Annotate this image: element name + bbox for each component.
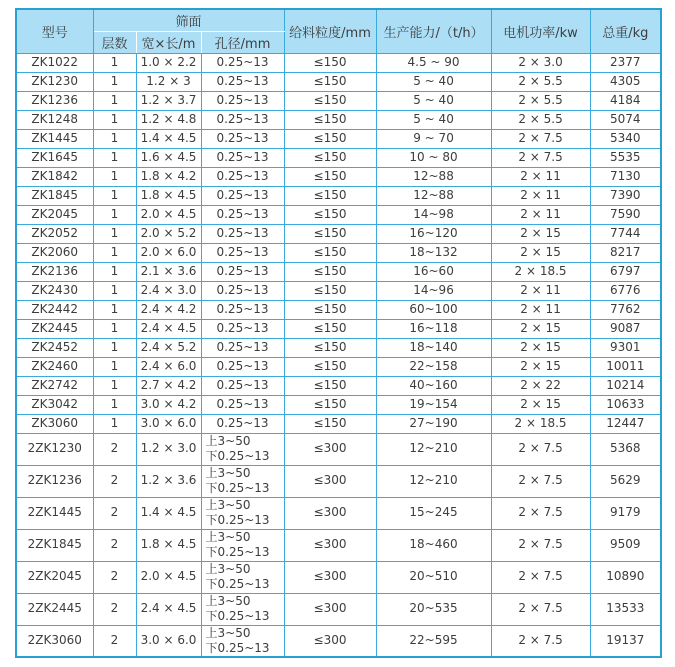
cell-layers: 2: [93, 497, 136, 529]
cell-weight: 12447: [590, 414, 661, 433]
cell-size: 1.8 × 4.2: [136, 167, 201, 186]
cell-size: 2.4 × 4.2: [136, 300, 201, 319]
cell-size: 2.4 × 5.2: [136, 338, 201, 357]
cell-model: ZK2045: [16, 205, 93, 224]
cell-power: 2 × 7.5: [491, 529, 590, 561]
cell-capacity: 20~535: [376, 593, 491, 625]
cell-aperture: 上3~50 下0.25~13: [201, 433, 284, 465]
cell-aperture: 上3~50 下0.25~13: [201, 625, 284, 657]
cell-aperture: 0.25~13: [201, 262, 284, 281]
cell-aperture: 0.25~13: [201, 53, 284, 72]
cell-layers: 2: [93, 465, 136, 497]
col-header-capacity: 生产能力/（t/h）: [376, 9, 491, 53]
cell-weight: 8217: [590, 243, 661, 262]
table-row: [16, 625, 661, 657]
cell-aperture: 0.25~13: [201, 414, 284, 433]
cell-feed: ≤150: [284, 243, 376, 262]
header-row-top: [16, 9, 661, 31]
cell-capacity: 19~154: [376, 395, 491, 414]
cell-weight: 6797: [590, 262, 661, 281]
cell-feed: ≤150: [284, 338, 376, 357]
cell-model: 2ZK1845: [16, 529, 93, 561]
table-row: [16, 281, 661, 300]
cell-model: ZK2442: [16, 300, 93, 319]
cell-power: 2 × 7.5: [491, 561, 590, 593]
cell-weight: 7390: [590, 186, 661, 205]
cell-power: 2 × 5.5: [491, 91, 590, 110]
cell-model: ZK1445: [16, 129, 93, 148]
cell-size: 2.0 × 6.0: [136, 243, 201, 262]
cell-aperture: 上3~50 下0.25~13: [201, 497, 284, 529]
table-row: [16, 224, 661, 243]
cell-aperture: 0.25~13: [201, 281, 284, 300]
cell-layers: 1: [93, 72, 136, 91]
table-row: [16, 300, 661, 319]
cell-layers: 2: [93, 561, 136, 593]
cell-power: 2 × 15: [491, 319, 590, 338]
cell-weight: 9509: [590, 529, 661, 561]
cell-capacity: 12~88: [376, 186, 491, 205]
cell-capacity: 27~190: [376, 414, 491, 433]
cell-capacity: 20~510: [376, 561, 491, 593]
col-header-aperture: 孔径/mm: [201, 31, 284, 53]
cell-feed: ≤150: [284, 376, 376, 395]
cell-weight: 10011: [590, 357, 661, 376]
cell-weight: 9179: [590, 497, 661, 529]
cell-power: 2 × 11: [491, 281, 590, 300]
cell-capacity: 5 ~ 40: [376, 91, 491, 110]
table-row: [16, 465, 661, 497]
cell-capacity: 10 ~ 80: [376, 148, 491, 167]
cell-weight: 5340: [590, 129, 661, 148]
cell-size: 2.1 × 3.6: [136, 262, 201, 281]
cell-capacity: 22~158: [376, 357, 491, 376]
cell-model: ZK1230: [16, 72, 93, 91]
table-row: [16, 262, 661, 281]
cell-power: 2 × 15: [491, 243, 590, 262]
cell-size: 1.2 × 3: [136, 72, 201, 91]
cell-power: 2 × 7.5: [491, 433, 590, 465]
cell-power: 2 × 15: [491, 357, 590, 376]
cell-aperture: 0.25~13: [201, 110, 284, 129]
cell-model: ZK1645: [16, 148, 93, 167]
cell-model: 2ZK1230: [16, 433, 93, 465]
cell-layers: 1: [93, 414, 136, 433]
cell-capacity: 14~96: [376, 281, 491, 300]
cell-weight: 7130: [590, 167, 661, 186]
cell-feed: ≤150: [284, 91, 376, 110]
cell-feed: ≤150: [284, 110, 376, 129]
table-row: [16, 167, 661, 186]
cell-aperture: 上3~50 下0.25~13: [201, 593, 284, 625]
cell-weight: 10890: [590, 561, 661, 593]
cell-capacity: 12~210: [376, 465, 491, 497]
cell-size: 2.0 × 4.5: [136, 561, 201, 593]
cell-aperture: 0.25~13: [201, 376, 284, 395]
cell-feed: ≤300: [284, 465, 376, 497]
cell-feed: ≤150: [284, 395, 376, 414]
cell-size: 1.0 × 2.2: [136, 53, 201, 72]
table-row: [16, 529, 661, 561]
cell-capacity: 18~132: [376, 243, 491, 262]
cell-feed: ≤150: [284, 167, 376, 186]
cell-capacity: 22~595: [376, 625, 491, 657]
cell-power: 2 × 7.5: [491, 129, 590, 148]
cell-size: 2.7 × 4.2: [136, 376, 201, 395]
cell-power: 2 × 7.5: [491, 497, 590, 529]
table-row: [16, 414, 661, 433]
spec-table-body: [16, 53, 661, 657]
cell-weight: 7744: [590, 224, 661, 243]
cell-model: 2ZK1236: [16, 465, 93, 497]
cell-feed: ≤150: [284, 129, 376, 148]
cell-power: 2 × 7.5: [491, 465, 590, 497]
cell-power: 2 × 3.0: [491, 53, 590, 72]
cell-feed: ≤150: [284, 205, 376, 224]
cell-weight: 9301: [590, 338, 661, 357]
cell-aperture: 0.25~13: [201, 72, 284, 91]
cell-power: 2 × 15: [491, 395, 590, 414]
cell-size: 1.2 × 3.6: [136, 465, 201, 497]
cell-weight: 6776: [590, 281, 661, 300]
cell-weight: 4184: [590, 91, 661, 110]
cell-feed: ≤150: [284, 414, 376, 433]
cell-aperture: 0.25~13: [201, 338, 284, 357]
cell-feed: ≤150: [284, 224, 376, 243]
cell-feed: ≤150: [284, 281, 376, 300]
cell-capacity: 16~60: [376, 262, 491, 281]
cell-size: 1.6 × 4.5: [136, 148, 201, 167]
cell-aperture: 上3~50 下0.25~13: [201, 465, 284, 497]
cell-layers: 2: [93, 593, 136, 625]
table-row: [16, 561, 661, 593]
table-row: [16, 72, 661, 91]
cell-aperture: 0.25~13: [201, 300, 284, 319]
cell-aperture: 上3~50 下0.25~13: [201, 561, 284, 593]
cell-layers: 1: [93, 300, 136, 319]
table-row: [16, 376, 661, 395]
cell-model: 2ZK3060: [16, 625, 93, 657]
cell-aperture: 0.25~13: [201, 395, 284, 414]
cell-weight: 7590: [590, 205, 661, 224]
cell-power: 2 × 7.5: [491, 625, 590, 657]
cell-size: 1.8 × 4.5: [136, 529, 201, 561]
cell-model: ZK2452: [16, 338, 93, 357]
cell-model: ZK3042: [16, 395, 93, 414]
table-row: [16, 53, 661, 72]
spec-table-header: [16, 9, 661, 53]
cell-layers: 1: [93, 129, 136, 148]
cell-layers: 1: [93, 376, 136, 395]
cell-weight: 4305: [590, 72, 661, 91]
cell-power: 2 × 11: [491, 205, 590, 224]
cell-size: 2.4 × 4.5: [136, 319, 201, 338]
cell-capacity: 16~118: [376, 319, 491, 338]
cell-weight: 2377: [590, 53, 661, 72]
cell-capacity: 12~210: [376, 433, 491, 465]
cell-weight: 5368: [590, 433, 661, 465]
cell-layers: 2: [93, 433, 136, 465]
cell-capacity: 40~160: [376, 376, 491, 395]
cell-layers: 1: [93, 167, 136, 186]
cell-model: ZK2052: [16, 224, 93, 243]
table-row: [16, 129, 661, 148]
cell-capacity: 15~245: [376, 497, 491, 529]
cell-model: ZK2136: [16, 262, 93, 281]
cell-feed: ≤150: [284, 72, 376, 91]
cell-layers: 1: [93, 395, 136, 414]
cell-aperture: 0.25~13: [201, 319, 284, 338]
cell-layers: 1: [93, 243, 136, 262]
cell-capacity: 5 ~ 40: [376, 72, 491, 91]
cell-model: ZK1248: [16, 110, 93, 129]
cell-size: 1.2 × 3.0: [136, 433, 201, 465]
cell-power: 2 × 15: [491, 338, 590, 357]
cell-layers: 1: [93, 186, 136, 205]
cell-layers: 1: [93, 357, 136, 376]
cell-capacity: 12~88: [376, 167, 491, 186]
cell-aperture: 0.25~13: [201, 167, 284, 186]
cell-model: 2ZK1445: [16, 497, 93, 529]
cell-power: 2 × 11: [491, 186, 590, 205]
cell-size: 1.8 × 4.5: [136, 186, 201, 205]
col-header-weight: 总重/kg: [590, 9, 661, 53]
cell-capacity: 18~140: [376, 338, 491, 357]
cell-power: 2 × 5.5: [491, 72, 590, 91]
cell-weight: 5629: [590, 465, 661, 497]
cell-feed: ≤300: [284, 433, 376, 465]
table-row: [16, 338, 661, 357]
cell-feed: ≤300: [284, 561, 376, 593]
cell-power: 2 × 11: [491, 300, 590, 319]
cell-capacity: 18~460: [376, 529, 491, 561]
cell-power: 2 × 18.5: [491, 262, 590, 281]
cell-weight: 13533: [590, 593, 661, 625]
cell-weight: 19137: [590, 625, 661, 657]
cell-size: 2.4 × 6.0: [136, 357, 201, 376]
cell-size: 3.0 × 6.0: [136, 414, 201, 433]
table-row: [16, 243, 661, 262]
cell-layers: 1: [93, 319, 136, 338]
cell-layers: 1: [93, 281, 136, 300]
cell-aperture: 上3~50 下0.25~13: [201, 529, 284, 561]
cell-layers: 1: [93, 262, 136, 281]
col-header-screen: 筛面: [93, 9, 284, 31]
cell-feed: ≤150: [284, 148, 376, 167]
spec-table: [15, 8, 662, 658]
cell-feed: ≤300: [284, 529, 376, 561]
cell-size: 1.4 × 4.5: [136, 497, 201, 529]
cell-weight: 5535: [590, 148, 661, 167]
cell-capacity: 5 ~ 40: [376, 110, 491, 129]
cell-model: 2ZK2445: [16, 593, 93, 625]
cell-model: 2ZK2045: [16, 561, 93, 593]
cell-feed: ≤150: [284, 186, 376, 205]
cell-power: 2 × 5.5: [491, 110, 590, 129]
cell-layers: 1: [93, 53, 136, 72]
col-header-feed: 给料粒度/mm: [284, 9, 376, 53]
cell-size: 2.4 × 3.0: [136, 281, 201, 300]
cell-capacity: 60~100: [376, 300, 491, 319]
col-header-power: 电机功率/kw: [491, 9, 590, 53]
cell-feed: ≤300: [284, 625, 376, 657]
cell-aperture: 0.25~13: [201, 357, 284, 376]
cell-weight: 10633: [590, 395, 661, 414]
cell-power: 2 × 11: [491, 167, 590, 186]
col-header-layers: 层数: [93, 31, 136, 53]
table-row: [16, 357, 661, 376]
cell-aperture: 0.25~13: [201, 186, 284, 205]
cell-model: ZK1022: [16, 53, 93, 72]
cell-capacity: 4.5 ~ 90: [376, 53, 491, 72]
table-row: [16, 395, 661, 414]
col-header-model: 型号: [16, 9, 93, 53]
col-header-size: 宽×长/m: [136, 31, 201, 53]
cell-size: 3.0 × 4.2: [136, 395, 201, 414]
cell-model: ZK2430: [16, 281, 93, 300]
cell-size: 2.4 × 4.5: [136, 593, 201, 625]
cell-layers: 1: [93, 224, 136, 243]
cell-size: 2.0 × 4.5: [136, 205, 201, 224]
cell-feed: ≤300: [284, 497, 376, 529]
cell-size: 3.0 × 6.0: [136, 625, 201, 657]
cell-capacity: 14~98: [376, 205, 491, 224]
cell-layers: 1: [93, 148, 136, 167]
table-row: [16, 433, 661, 465]
cell-feed: ≤300: [284, 593, 376, 625]
cell-model: ZK2460: [16, 357, 93, 376]
table-row: [16, 148, 661, 167]
cell-feed: ≤150: [284, 357, 376, 376]
cell-aperture: 0.25~13: [201, 205, 284, 224]
cell-aperture: 0.25~13: [201, 148, 284, 167]
cell-layers: 1: [93, 205, 136, 224]
table-row: [16, 319, 661, 338]
cell-layers: 2: [93, 529, 136, 561]
cell-capacity: 16~120: [376, 224, 491, 243]
cell-power: 2 × 22: [491, 376, 590, 395]
table-row: [16, 110, 661, 129]
cell-weight: 10214: [590, 376, 661, 395]
cell-feed: ≤150: [284, 262, 376, 281]
cell-weight: 7762: [590, 300, 661, 319]
cell-layers: 1: [93, 338, 136, 357]
cell-weight: 9087: [590, 319, 661, 338]
cell-layers: 1: [93, 91, 136, 110]
cell-aperture: 0.25~13: [201, 91, 284, 110]
cell-model: ZK2060: [16, 243, 93, 262]
table-row: [16, 593, 661, 625]
cell-feed: ≤150: [284, 319, 376, 338]
cell-model: ZK1845: [16, 186, 93, 205]
table-row: [16, 497, 661, 529]
cell-model: ZK1236: [16, 91, 93, 110]
cell-size: 2.0 × 5.2: [136, 224, 201, 243]
cell-capacity: 9 ~ 70: [376, 129, 491, 148]
cell-size: 1.2 × 4.8: [136, 110, 201, 129]
cell-feed: ≤150: [284, 53, 376, 72]
cell-layers: 2: [93, 625, 136, 657]
cell-weight: 5074: [590, 110, 661, 129]
table-row: [16, 91, 661, 110]
table-row: [16, 205, 661, 224]
cell-size: 1.4 × 4.5: [136, 129, 201, 148]
cell-power: 2 × 18.5: [491, 414, 590, 433]
cell-model: ZK2742: [16, 376, 93, 395]
cell-power: 2 × 7.5: [491, 593, 590, 625]
cell-aperture: 0.25~13: [201, 243, 284, 262]
table-row: [16, 186, 661, 205]
cell-power: 2 × 15: [491, 224, 590, 243]
cell-model: ZK3060: [16, 414, 93, 433]
cell-model: ZK2445: [16, 319, 93, 338]
cell-feed: ≤150: [284, 300, 376, 319]
cell-layers: 1: [93, 110, 136, 129]
cell-aperture: 0.25~13: [201, 224, 284, 243]
cell-aperture: 0.25~13: [201, 129, 284, 148]
cell-size: 1.2 × 3.7: [136, 91, 201, 110]
cell-power: 2 × 7.5: [491, 148, 590, 167]
cell-model: ZK1842: [16, 167, 93, 186]
